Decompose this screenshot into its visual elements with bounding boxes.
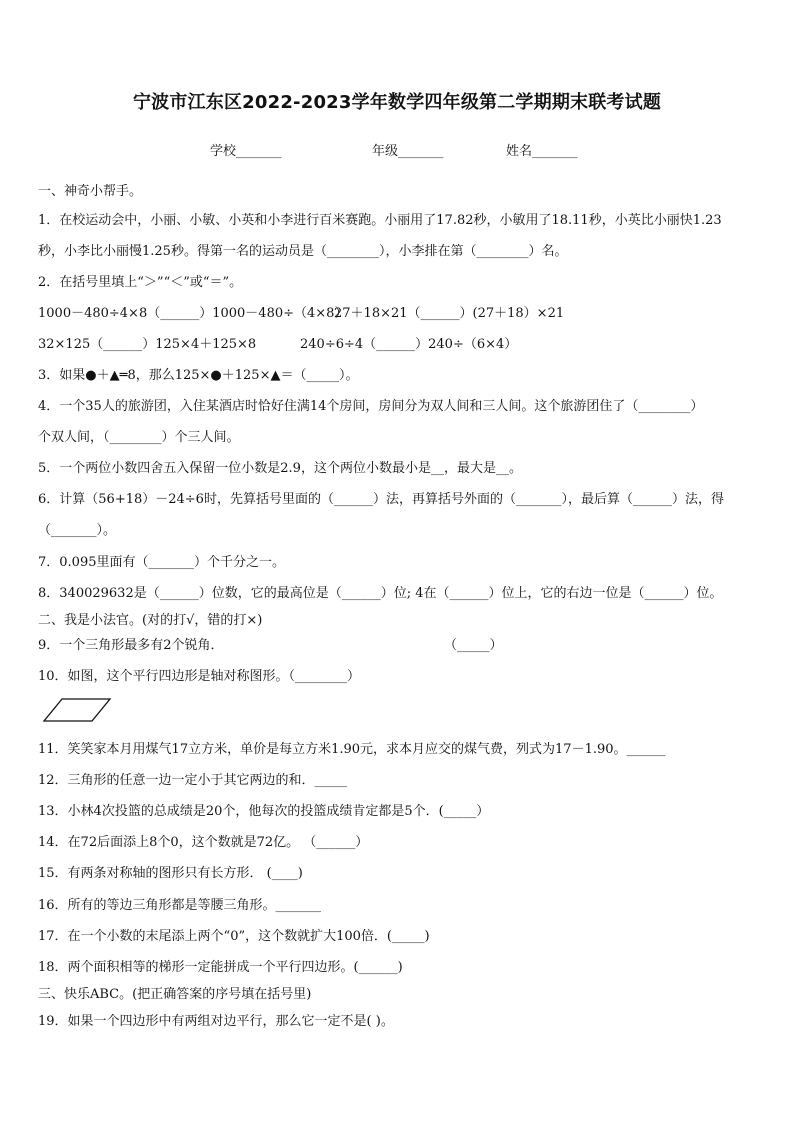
question-3: 3．如果●＋▲═8，那么125×●＋125×▲＝（_____）。 — [38, 368, 359, 383]
question-2-item-1: 1000－480÷4×8（______）1000－480÷（4×8） — [38, 306, 348, 321]
section-heading-2: 二、我是小法官。(对的打√，错的打×) — [38, 613, 263, 628]
question-9-answer-blank[interactable]: （_____） — [444, 638, 503, 653]
question-16: 16．所有的等边三角形都是等腰三角形。_______ — [38, 898, 322, 913]
name-field[interactable]: 姓名_______ — [506, 144, 578, 159]
question-4-line-1: 4．一个35人的旅游团，入住某酒店时恰好住满14个房间，房间分为双人间和三人间。这个旅游团住了（________） — [38, 399, 704, 414]
question-8: 8．340029632是（______）位数，它的最高位是（______）位; 4在（______）位上，它的右边一位是（______）位。 — [38, 586, 723, 601]
question-1-line-1: 1．在校运动会中，小丽、小敏、小英和小李进行百米赛跑。小丽用了17.82秒，小敏用了18.11秒，小英比小丽快1.23 — [38, 213, 722, 228]
question-9-text: 9．一个三角形最多有2个锐角． — [38, 638, 224, 653]
question-14: 14．在72后面添上8个0，这个数就是72亿。 （______） — [38, 835, 369, 850]
question-5: 5．一个两位小数四舍五入保留一位小数是2.9，这个两位小数最小是__，最大是__。 — [38, 461, 522, 476]
parallelogram-figure — [42, 697, 112, 725]
question-4-line-2: 个双人间，（________）个三人间。 — [38, 430, 240, 445]
question-17: 17．在一个小数的末尾添上两个“0”，这个数就扩大100倍．(_____) — [38, 929, 430, 944]
page-title: 宁波市江东区2022-2023学年数学四年级第二学期期末联考试题 — [132, 92, 662, 113]
question-6-line-1: 6．计算（56+18）－24÷6时，先算括号里面的（______）法，再算括号外面的（_______），最后算（______）法，得 — [38, 492, 724, 507]
section-heading-3: 三、快乐ABC。(把正确答案的序号填在括号里) — [38, 987, 312, 1002]
grade-field[interactable]: 年级_______ — [372, 144, 444, 159]
question-2-item-3: 32×125（______）125×4＋125×8 — [38, 337, 257, 352]
question-13: 13．小林4次投篮的总成绩是20个，他每次的投篮成绩肯定都是5个．(_____） — [38, 804, 490, 819]
question-19: 19．如果一个四边形中有两组对边平行，那么它一定不是( )。 — [38, 1014, 394, 1029]
question-2-item-4: 240÷6÷4（______）240÷（6×4） — [300, 337, 518, 352]
question-2-item-2: 27＋18×21（______）(27＋18）×21 — [334, 306, 565, 321]
question-1-line-2: 秒，小李比小丽慢1.25秒。得第一名的运动员是（________），小李排在第（________）名。 — [38, 244, 568, 259]
question-7: 7．0.095里面有（_______）个千分之一。 — [38, 555, 285, 570]
question-10: 10．如图，这个平行四边形是轴对称图形。（________） — [38, 669, 361, 684]
school-field[interactable]: 学校_______ — [210, 144, 282, 159]
section-heading-1: 一、神奇小帮手。 — [38, 184, 143, 199]
question-2-row-1 — [38, 302, 760, 321]
question-11: 11．笑笑家本月用煤气17立方米，单价是每立方米1.90元，求本月应交的煤气费，列式为17－1.90。______ — [38, 742, 666, 757]
question-2-row-2 — [38, 333, 760, 352]
question-2: 2．在括号里填上“＞”“＜”或“＝”。 — [38, 275, 243, 290]
question-9 — [38, 634, 760, 653]
question-12: 12．三角形的任意一边一定小于其它两边的和．_____ — [38, 773, 348, 788]
question-18: 18．两个面积相等的梯形一定能拼成一个平行四边形。(______) — [38, 960, 403, 975]
question-6-line-2: （_______）。 — [38, 523, 117, 538]
question-15: 15．有两条对称轴的图形只有长方形． (____) — [38, 866, 303, 881]
